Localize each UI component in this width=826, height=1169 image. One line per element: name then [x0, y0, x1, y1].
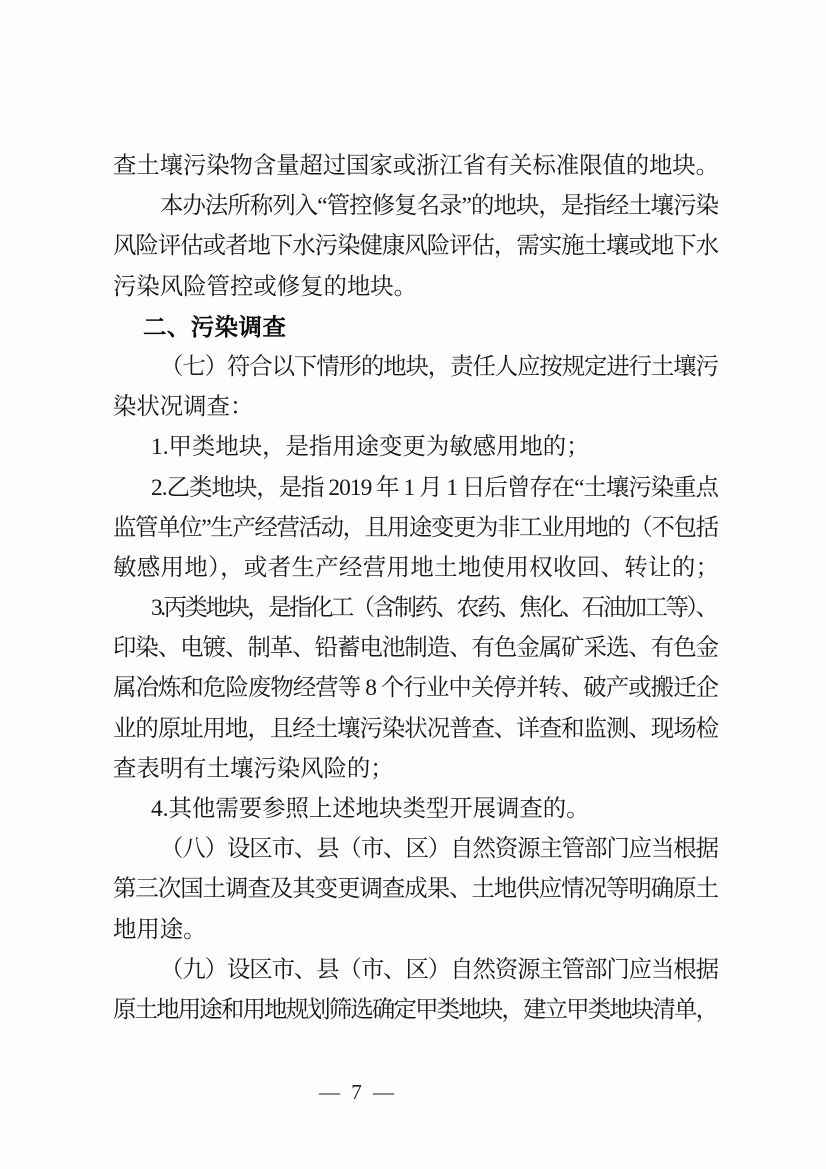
text-line: 第三次国土调查及其变更调查成果、土地供应情况等明确原土	[113, 876, 719, 903]
text-line: 查土壤污染物含量超过国家或浙江省有关标准限值的地块。	[113, 153, 719, 179]
text-line: 原土地用途和用地规划筛选确定甲类地块，建立甲类地块清单，	[113, 996, 718, 1023]
list-item-line: 3.丙类地块，是指化工（含制药、农药、焦化、石油加工等）、	[151, 595, 717, 622]
text-line: 业的原址用地，且经土壤污染状况普查、详查和监测、现场检	[113, 715, 719, 742]
text-line: 本办法所称列入“管控修复名录”的地块，是指经土壤污染	[160, 193, 719, 220]
list-item-line: 2.乙类地块，是指 2019 年 1 月 1 日后曾存在“土壤污染重点	[151, 474, 719, 501]
text-line: 染状况调查：	[113, 394, 254, 421]
text-line: 污染风险管控或修复的地块。	[113, 273, 418, 300]
list-item-line: 4.其他需要参照上述地块类型开展调查的。	[151, 796, 590, 822]
page-number: — 7 —	[319, 1080, 397, 1104]
text-line: 监管单位”生产经营活动，且用途变更为非工业用地的（不包括	[113, 514, 718, 541]
text-line: 查表明有土壤污染风险的；	[113, 755, 394, 782]
text-line: （八）设区市、县（市、区）自然资源主管部门应当根据	[160, 836, 718, 863]
document-body	[113, 146, 719, 1030]
section-heading: 二、污染调查	[143, 313, 287, 340]
text-line: 地用途。	[113, 916, 207, 943]
text-line: （七）符合以下情形的地块，责任人应按规定进行土壤污	[160, 353, 718, 380]
list-item-line: 1.甲类地块，是指用途变更为敏感用地的；	[151, 434, 590, 461]
text-line: 印染、电镀、制革、铅蓄电池制造、有色金属矿采选、有色金	[113, 635, 719, 662]
text-line: 属冶炼和危险废物经营等 8 个行业中关停并转、破产或搬迁企	[113, 675, 719, 702]
text-line: 敏感用地），或者生产经营用地土地使用权收回、转让的；	[113, 554, 720, 581]
text-line: （九）设区市、县（市、区）自然资源主管部门应当根据	[160, 956, 718, 983]
text-line: 风险评估或者地下水污染健康风险评估，需实施土壤或地下水	[113, 233, 719, 260]
